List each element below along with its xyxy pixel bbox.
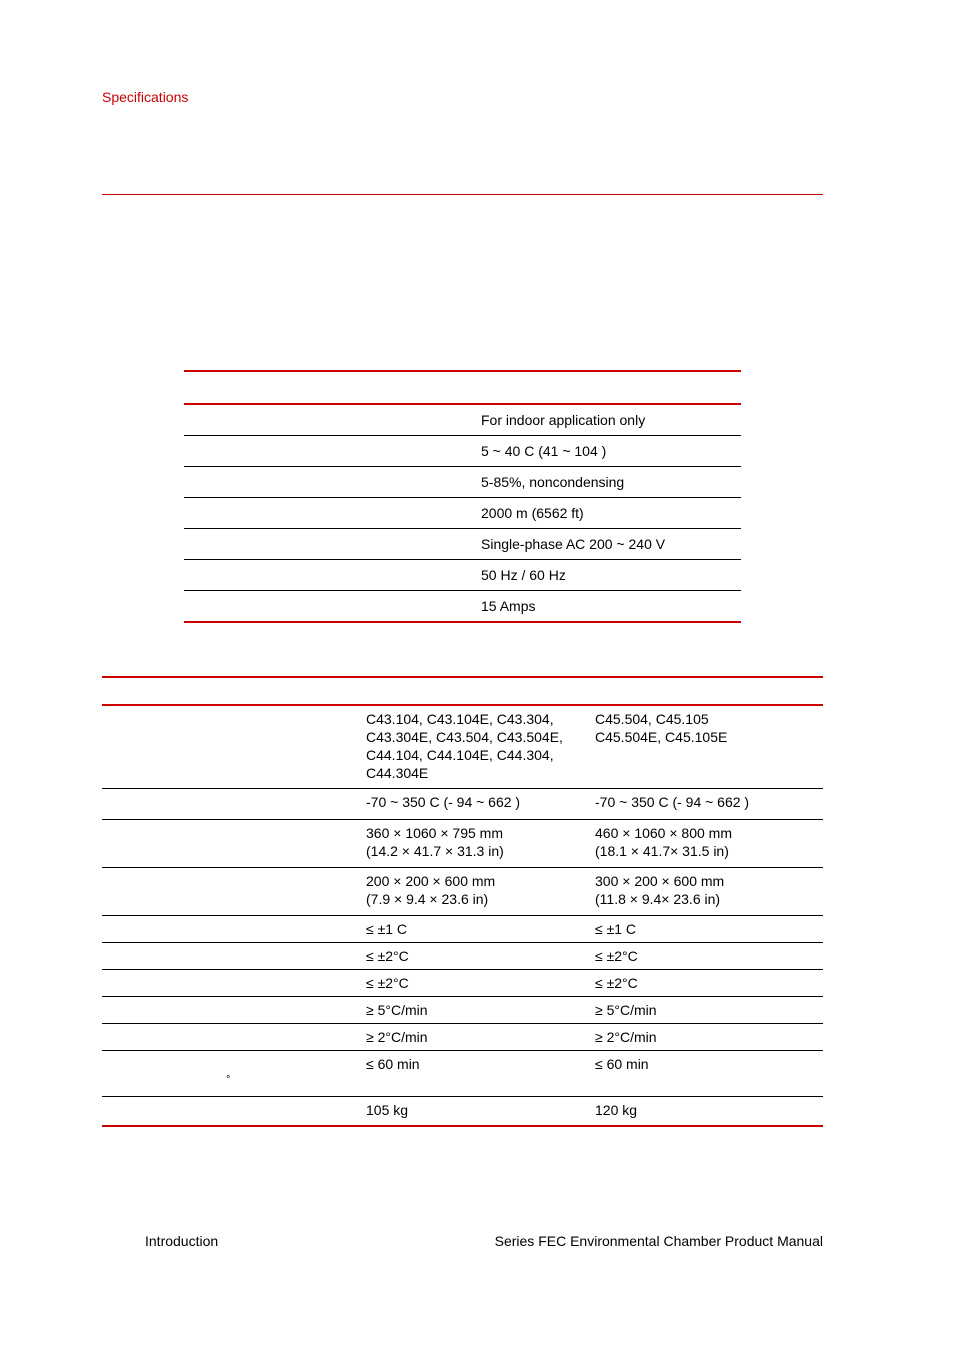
table-row	[102, 942, 823, 969]
table-row	[102, 788, 823, 819]
footer-chapter: Introduction	[145, 1233, 219, 1249]
header-divider	[102, 194, 823, 195]
model-group-b-value: ≤ 60 min	[595, 1050, 823, 1096]
model-group-a-value: ≤ ±1 C	[366, 915, 595, 942]
section-label: Specifications	[102, 89, 189, 105]
table-row	[184, 591, 741, 623]
table-row	[102, 705, 823, 788]
model-group-a-value: ≤ ±2°C	[366, 969, 595, 996]
model-group-a-value: ≤ ±2°C	[366, 942, 595, 969]
spec-value: For indoor application only	[481, 404, 741, 436]
table-row	[102, 867, 823, 915]
model-group-b-value: 120 kg	[595, 1096, 823, 1126]
table-row	[102, 1050, 823, 1096]
spec-value: 5 ~ 40 C (41 ~ 104 )	[481, 436, 741, 467]
spec-value: 15 Amps	[481, 591, 741, 623]
table-row	[102, 819, 823, 867]
model-group-a-value: C43.104, C43.104E, C43.304, C43.304E, C43.504, C43.504E, C44.104, C44.104E, C44.304, C44.304E	[366, 705, 595, 788]
model-group-a-value: ≥ 2°C/min	[366, 1023, 595, 1050]
degree-symbol-fragment: °	[226, 1074, 231, 1086]
table-row	[184, 467, 741, 498]
spec-value: 5-85%, noncondensing	[481, 467, 741, 498]
model-group-b-value: 460 × 1060 × 800 mm (18.1 × 41.7× 31.5 in)	[595, 819, 823, 867]
table-row	[102, 969, 823, 996]
model-group-a-value: ≤ 60 min	[366, 1050, 595, 1096]
model-group-b-value: ≥ 5°C/min	[595, 996, 823, 1023]
spec-value: 50 Hz / 60 Hz	[481, 560, 741, 591]
model-group-a-value: ≥ 5°C/min	[366, 996, 595, 1023]
model-group-b-value: ≥ 2°C/min	[595, 1023, 823, 1050]
model-group-a-value: 105 kg	[366, 1096, 595, 1126]
table-row	[102, 1096, 823, 1126]
model-specs-table	[102, 676, 823, 1127]
table-row	[102, 996, 823, 1023]
model-group-a-value: -70 ~ 350 C (- 94 ~ 662 )	[366, 788, 595, 819]
model-group-b-value: C45.504, C45.105 C45.504E, C45.105E	[595, 705, 823, 788]
spec-value: Single-phase AC 200 ~ 240 V	[481, 529, 741, 560]
model-group-b-value: 300 × 200 × 600 mm (11.8 × 9.4× 23.6 in)	[595, 867, 823, 915]
table-row	[184, 529, 741, 560]
spec-value: 2000 m (6562 ft)	[481, 498, 741, 529]
model-group-a-value: 200 × 200 × 600 mm (7.9 × 9.4 × 23.6 in)	[366, 867, 595, 915]
environment-specs-table	[184, 370, 741, 623]
model-group-b-value: -70 ~ 350 C (- 94 ~ 662 )	[595, 788, 823, 819]
table-header-row	[102, 677, 823, 705]
table-row	[184, 404, 741, 436]
table-row	[184, 560, 741, 591]
model-group-b-value: ≤ ±1 C	[595, 915, 823, 942]
table-row	[102, 1023, 823, 1050]
model-group-b-value: ≤ ±2°C	[595, 969, 823, 996]
table-header-row	[184, 371, 741, 404]
table-row	[184, 436, 741, 467]
table-row	[184, 498, 741, 529]
table-row	[102, 915, 823, 942]
footer-manual-title: Series FEC Environmental Chamber Product Manual	[494, 1233, 823, 1249]
model-group-a-value: 360 × 1060 × 795 mm (14.2 × 41.7 × 31.3 in)	[366, 819, 595, 867]
model-group-b-value: ≤ ±2°C	[595, 942, 823, 969]
